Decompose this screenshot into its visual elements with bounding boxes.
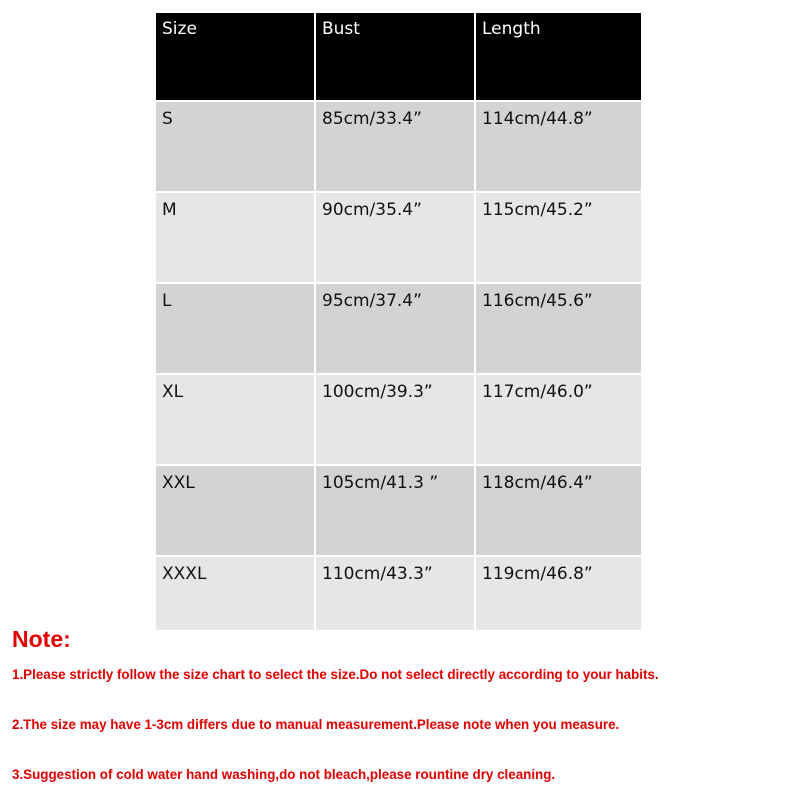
cell-size: XXXL	[156, 557, 316, 630]
cell-bust: 90cm/35.4”	[316, 193, 476, 284]
note-line-2: 2.The size may have 1-3cm differs due to manual measurement.Please note when you measure.	[12, 717, 620, 732]
cell-size: XL	[156, 375, 316, 466]
table-row	[156, 375, 641, 466]
header-bust: Bust	[316, 13, 476, 102]
cell-bust: 100cm/39.3”	[316, 375, 476, 466]
cell-length: 117cm/46.0”	[476, 375, 641, 466]
cell-size: XXL	[156, 466, 316, 557]
note-line-1: 1.Please strictly follow the size chart to select the size.Do not select directly according to your habits.	[12, 667, 659, 682]
size-chart-table	[156, 13, 641, 630]
note-line-3: 3.Suggestion of cold water hand washing,do not bleach,please rountine dry cleaning.	[12, 767, 556, 782]
cell-size: S	[156, 102, 316, 193]
cell-size: L	[156, 284, 316, 375]
table-header-row	[156, 13, 641, 102]
table-row	[156, 466, 641, 557]
table-row	[156, 102, 641, 193]
cell-length: 115cm/45.2”	[476, 193, 641, 284]
table-row	[156, 284, 641, 375]
cell-size: M	[156, 193, 316, 284]
cell-length: 116cm/45.6”	[476, 284, 641, 375]
header-size: Size	[156, 13, 316, 102]
cell-bust: 110cm/43.3”	[316, 557, 476, 630]
table-row	[156, 193, 641, 284]
notes-section	[12, 625, 792, 782]
cell-bust: 95cm/37.4”	[316, 284, 476, 375]
header-length: Length	[476, 13, 641, 102]
cell-bust: 85cm/33.4”	[316, 102, 476, 193]
note-title: Note:	[12, 626, 71, 652]
cell-bust: 105cm/41.3 ”	[316, 466, 476, 557]
cell-length: 118cm/46.4”	[476, 466, 641, 557]
cell-length: 114cm/44.8”	[476, 102, 641, 193]
table-row	[156, 557, 641, 630]
cell-length: 119cm/46.8”	[476, 557, 641, 630]
